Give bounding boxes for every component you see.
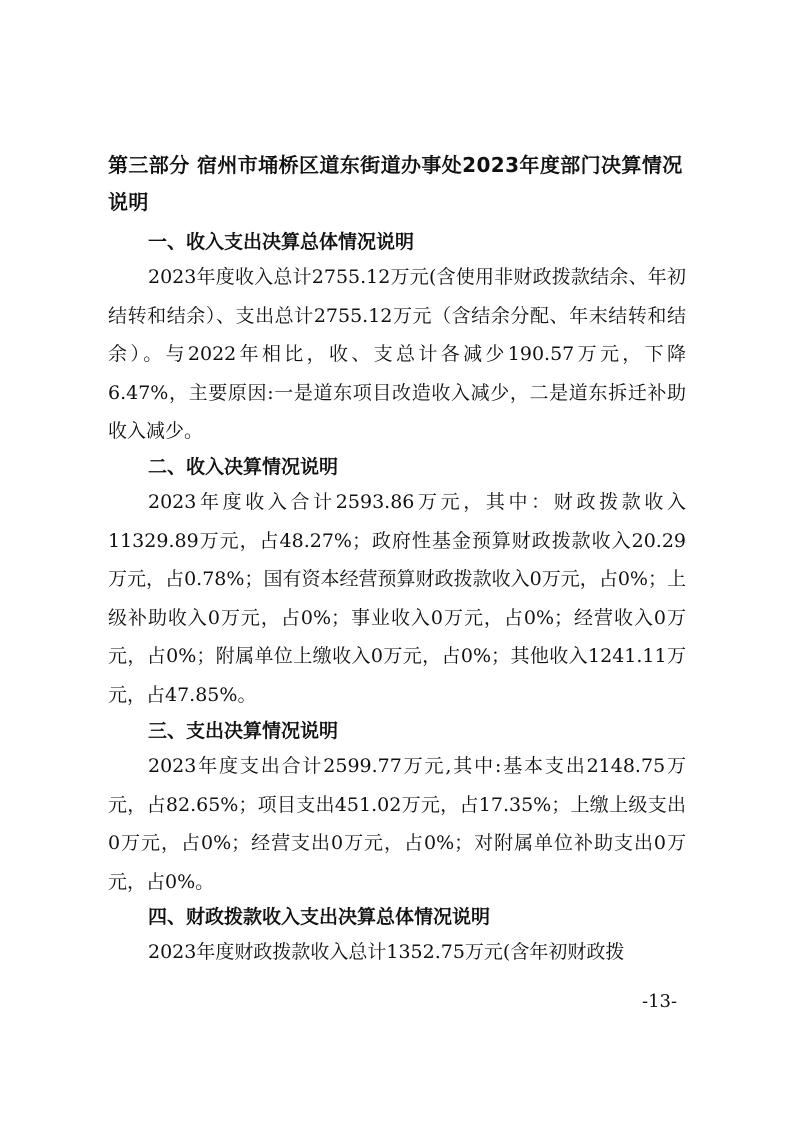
section-2-heading: 二、收入决算情况说明: [148, 456, 339, 478]
section-4-heading: 四、财政拨款收入支出决算总体情况说明: [148, 906, 491, 928]
section-3-heading: 三、支出决算情况说明: [148, 720, 339, 742]
document-title: 第三部分 宿州市埇桥区道东街道办事处2023年度部门决算情况说明: [108, 153, 683, 214]
section-3-paragraph: 2023年度支出合计2599.77万元,其中:基本支出2148.75万元，占82.65%；项目支出451.02万元，占17.35%；上缴上级支出0万元，占0%；经营支出0万元，占0%；对附属单位补助支出0万元，占0%。: [108, 755, 686, 893]
page-number: -13-: [642, 991, 678, 1012]
section-2-paragraph: 2023年度收入合计2593.86万元，其中：财政拨款收入11329.89万元，占48.27%；政府性基金预算财政拨款收入20.29万元，占0.78%；国有资本经营预算财政拨款收入0万元，占0%；上级补助收入0万元，占0%；事业收入0万元，占0%；经营收入0万元，占0%；附属单位上缴收入0万元，占0%；其他收入1241.11万元，占47.85%。: [108, 491, 686, 706]
section-4-paragraph: 2023年度财政拨款收入总计1352.75万元(含年初财政拨: [148, 941, 625, 963]
section-1-paragraph: 2023年度收入总计2755.12万元(含使用非财政拨款结余、年初结转和结余）、支出总计2755.12万元（含结余分配、年末结转和结余）。与2022年相比，收、支总计各减少190.57万元，下降6.47%，主要原因:一是道东项目改造收入减少，二是道东拆迁补助收入减少。: [108, 266, 686, 443]
section-1-heading: 一、收入支出决算总体情况说明: [148, 231, 415, 253]
